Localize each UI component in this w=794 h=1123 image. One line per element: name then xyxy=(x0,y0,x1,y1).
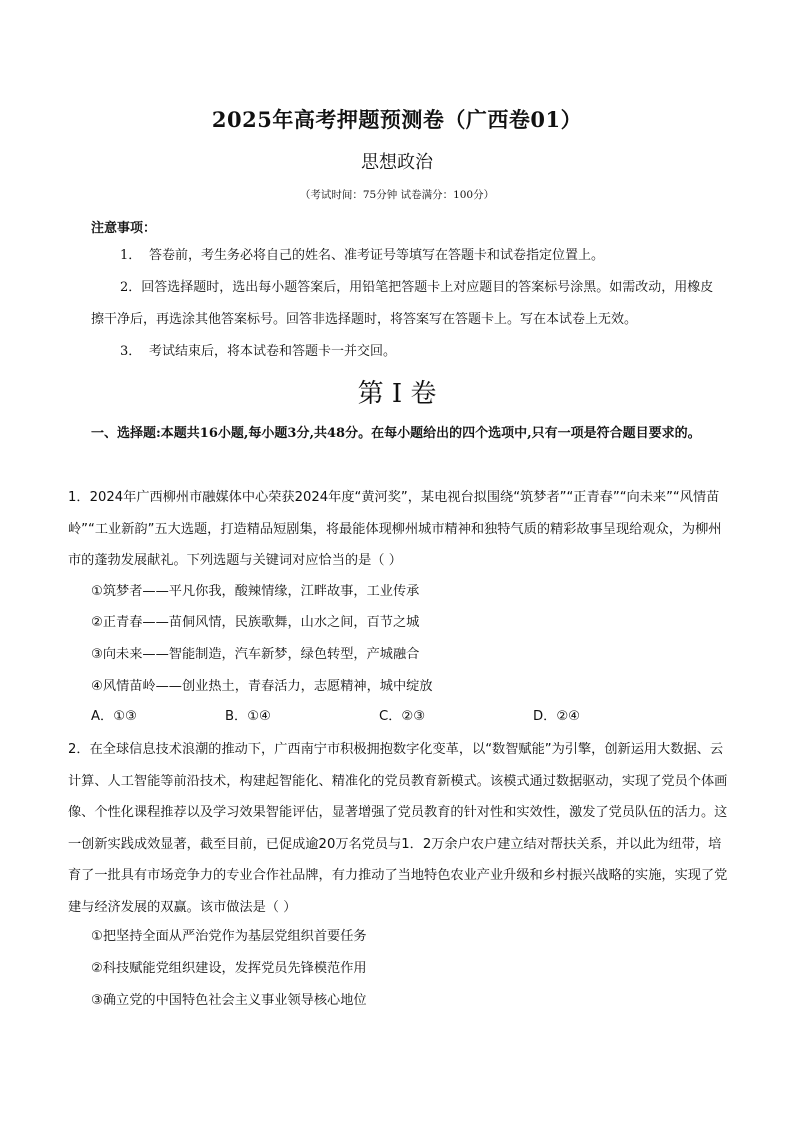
choice-a: A．①③ xyxy=(91,709,137,724)
question-number: 1． xyxy=(68,490,90,505)
note-item-3 xyxy=(91,336,721,368)
question-text: 在全球信息技术浪潮的推动下，广西南宁市积极拥抱数字化变革，以“数智赋能”为引擎，创新运用大数据、云计算、人工智能等前沿技术，构建起智能化、精准化的党员教育新模式。该模式通过数据驱动，实现了党员个体画像、个性化课程推荐以及学习效果智能评估，显著增强了党员教育的针对性和实效性，激发了党员队伍的活力。这一创新实践成效显著，截至目前，已促成逾20万名党员与1．2万余户农户建立结对帮扶关系，并以此为纽带，培育了一批具有市场竞争力的专业合作社品牌，有力推动了当地特色农业产业升级和乡村振兴战略的实施，实现了党建与经济发展的双赢。该市做法是（ ） xyxy=(68,742,728,915)
question-text: 2024年广西柳州市融媒体中心荣获2024年度“黄河奖”，某电视台拟围绕“筑梦者”“正青春”“向未来”“风情苗岭”“工业新韵”五大选题，打造精品短剧集，将最能体现柳州城市精神和独特气质的精彩故事呈现给观众，为柳州市的蓬勃发展献礼。下列选题与关键词对应恰当的是（ ） xyxy=(68,490,722,568)
notes-heading: 注意事项： xyxy=(91,221,157,236)
question-2-option-2: ②科技赋能党组织建设，发挥党员先锋模范作用 xyxy=(91,961,367,976)
question-2-stem xyxy=(68,734,728,923)
question-1-option-1: ①筑梦者——平凡你我，酸辣情缘，江畔故事，工业传承 xyxy=(91,584,420,599)
note-number: 2． xyxy=(120,280,142,295)
section-heading: 一、选择题:本题共16小题,每小题3分,共48分。在每小题给出的四个选项中,只有一项是符合题目要求的。 xyxy=(91,426,701,441)
subject-title: 思想政治 xyxy=(361,152,433,173)
part-title: 第 I 卷 xyxy=(357,379,437,409)
choice-d: D．②④ xyxy=(533,709,580,724)
question-2-option-3: ③确立党的中国特色社会主义事业领导核心地位 xyxy=(91,993,367,1008)
question-1-option-4: ④风情苗岭——创业热土，青春活力，志愿精神，城中绽放 xyxy=(91,679,433,694)
question-1-stem xyxy=(68,482,728,577)
question-1-choices xyxy=(91,705,731,725)
question-2-option-1: ①把坚持全面从严治党作为基层党组织首要任务 xyxy=(91,929,367,944)
question-number: 2． xyxy=(68,742,90,757)
note-text: 答卷前，考生务必将自己的姓名、准考证号等填写在答题卡和试卷指定位置上。 xyxy=(149,248,605,263)
note-item-2 xyxy=(91,272,721,336)
note-text: 回答选择题时，选出每小题答案后，用铅笔把答题卡上对应题目的答案标号涂黑。如需改动，用橡皮擦干净后，再选涂其他答案标号。回答非选择题时，将答案写在答题卡上。写在本试卷上无效。 xyxy=(91,280,714,327)
exam-title: 2025年高考押题预测卷（广西卷01） xyxy=(211,107,583,132)
note-item-1 xyxy=(91,240,721,272)
exam-info: （考试时间：75分钟 试卷满分：100分） xyxy=(299,189,495,201)
choice-c: C．②③ xyxy=(379,709,426,724)
choice-b: B．①④ xyxy=(225,709,271,724)
question-1-option-3: ③向未来——智能制造，汽车新梦，绿色转型，产城融合 xyxy=(91,647,420,662)
question-1-option-2: ②正青春——苗侗风情，民族歌舞，山水之间，百节之城 xyxy=(91,615,420,630)
note-number: 1． xyxy=(120,248,142,263)
note-number: 3． xyxy=(120,344,142,359)
note-text: 考试结束后，将本试卷和答题卡一并交回。 xyxy=(149,344,397,359)
